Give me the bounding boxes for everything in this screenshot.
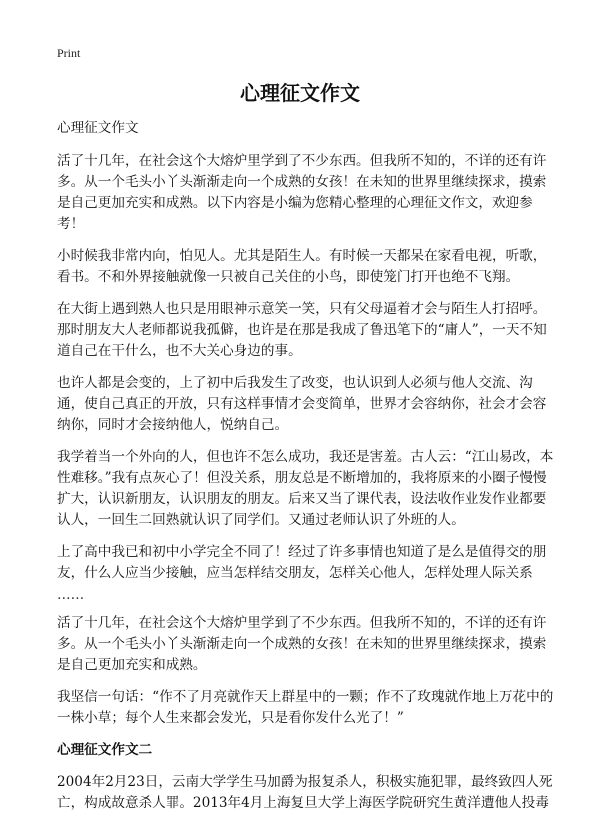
ellipsis-text: …… xyxy=(57,587,85,603)
article-subtitle: 心理征文作文 xyxy=(57,120,139,136)
page-title: 心理征文作文 xyxy=(240,81,360,105)
paragraph-8: 我坚信一句话：“作不了月亮就作天上群星中的一颗；作不了玫瑰就作地上万花中的一株小草；每个人生来都会发光，只是看你发什么光了！” xyxy=(57,689,554,726)
section-2-heading: 心理征文作文二 xyxy=(57,742,153,758)
paragraph-4: 也许人都是会变的，上了初中后我发生了改变，也认识到人必须与他人交流、沟通，使自己真正的开放，只有这样事情才会变简单，世界才会容纳你，社会才会容纳你，同时才会接纳他人，悦纳自己。 xyxy=(57,375,547,433)
section-2-paragraph: 2004年2月23日，云南大学学生马加爵为报复杀人，积极实施犯罪，最终致四人死亡，构成故意杀人罪。2013年4月上海复旦大学上海医学院研究生黄洋遭他人投毒 xyxy=(57,774,553,811)
article-body xyxy=(57,118,557,825)
paragraph-2: 小时候我非常内向，怕见人。尤其是陌生人。有时候一天都呆在家看电视，听歌，看书。不和外界接触就像一只被自己关住的小鸟，即使笼门打开也绝不飞翔。 xyxy=(57,248,547,285)
paragraph-3: 在大街上遇到熟人也只是用眼神示意笑一笑，只有父母逼着才会与陌生人打招呼。那时朋友大人老师都说我孤僻，也许是在那是我成了鲁迅笔下的“庸人”，一天不知道自己在干什么，也不大关心身边的事。 xyxy=(57,301,547,359)
paragraph-5: 我学着当一个外向的人，但也许不怎么成功，我还是害羞。古人云：“江山易改，本性难移。”我有点灰心了！但没关系，朋友总是不断增加的，我将原来的小圈子慢慢扩大，认识新朋友，认识朋友的朋友。后来又当了课代表，设法收作业发作业都要认人，一回生二回熟就认识了同学们。又通过老师认识了外班的人。 xyxy=(57,449,554,528)
paragraph-1: 活了十几年，在社会这个大熔炉里学到了不少东西。但我所不知的，不详的还有许多。从一个毛头小丫头渐渐走向一个成熟的女孩！在未知的世界里继续探求，摸索是自己更加充实和成熟。以下内容是小编为您精心整理的心理征文作文，欢迎参考！ xyxy=(57,153,547,232)
paragraph-7: 活了十几年，在社会这个大熔炉里学到了不少东西。但我所不知的，不详的还有许多。从一个毛头小丫头渐渐走向一个成熟的女孩！在未知的世界里继续探求，摸索是自己更加充实和成熟。 xyxy=(57,615,547,673)
print-link[interactable]: Print xyxy=(57,46,81,60)
paragraph-6: 上了高中我已和初中小学完全不同了！经过了许多事情也知道了是么是值得交的朋友，什么人应当少接触，应当怎样结交朋友，怎样关心他人，怎样处理人际关系 xyxy=(57,544,547,581)
